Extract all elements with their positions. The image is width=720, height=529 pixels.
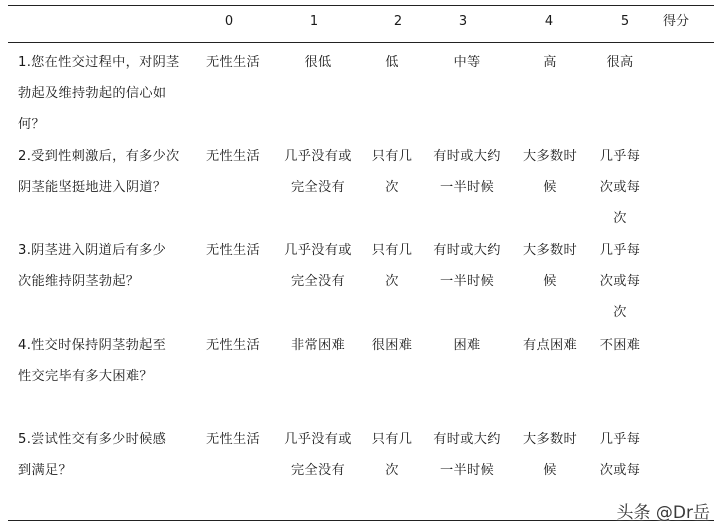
option-cell: 无性生活: [206, 432, 260, 447]
question-text: 4.性交时保持阴茎勃起至 性交完毕有多大困难？: [18, 338, 167, 384]
table-top-rule: [8, 5, 714, 6]
option-cell: 很困难: [371, 338, 413, 353]
option-cell: 有时或大约 一半时候: [433, 243, 501, 289]
option-cell: 几乎没有或 完全没有: [284, 432, 352, 478]
watermark: 头条 @Dr岳: [616, 503, 710, 523]
option-cell: 不困难: [599, 338, 641, 353]
question-text: 1.您在性交过程中，对阴茎 勃起及维持勃起的信心如 何？: [18, 55, 180, 132]
header-col-5: 5: [620, 14, 630, 29]
header-col-score: 得分: [662, 14, 689, 29]
option-cell: 中等: [453, 55, 481, 70]
option-cell: 困难: [453, 338, 481, 353]
option-cell: 高: [543, 55, 557, 70]
option-cell: 低: [385, 55, 399, 70]
question-text: 3.阴茎进入阴道后有多少 次能维持阴茎勃起？: [18, 243, 167, 289]
option-cell: 大多数时 候: [523, 243, 577, 289]
option-cell: 非常困难: [291, 338, 345, 353]
option-cell: 只有几 次: [371, 149, 413, 195]
question-text: 5.尝试性交有多少时候感 到满足？: [18, 432, 167, 478]
option-cell: 大多数时 候: [523, 432, 577, 478]
option-cell: 只有几 次: [371, 243, 413, 289]
option-cell: 无性生活: [206, 243, 260, 258]
option-cell: 有点困难: [523, 338, 577, 353]
option-cell: 无性生活: [206, 55, 260, 70]
header-col-0: 0: [224, 14, 234, 29]
option-cell: 有时或大约 一半时候: [433, 432, 501, 478]
option-cell: 大多数时 候: [523, 149, 577, 195]
option-cell: 无性生活: [206, 149, 260, 164]
option-cell: 几乎每 次或每: [599, 432, 641, 478]
option-cell: 几乎每 次或每 次: [599, 149, 641, 226]
header-col-2: 2: [393, 14, 403, 29]
table-header-rule: [8, 42, 714, 43]
option-cell: 几乎每 次或每 次: [599, 243, 641, 320]
header-col-1: 1: [309, 14, 319, 29]
option-cell: 很低: [304, 55, 332, 70]
option-cell: 有时或大约 一半时候: [433, 149, 501, 195]
table-bottom-rule: [8, 520, 714, 521]
option-cell: 几乎没有或 完全没有: [284, 243, 352, 289]
header-col-3: 3: [458, 14, 468, 29]
option-cell: 几乎没有或 完全没有: [284, 149, 352, 195]
question-text: 2.受到性刺激后，有多少次 阴茎能坚挺地进入阴道？: [18, 149, 180, 195]
option-cell: 无性生活: [206, 338, 260, 353]
header-col-4: 4: [544, 14, 554, 29]
option-cell: 只有几 次: [371, 432, 413, 478]
option-cell: 很高: [606, 55, 634, 70]
